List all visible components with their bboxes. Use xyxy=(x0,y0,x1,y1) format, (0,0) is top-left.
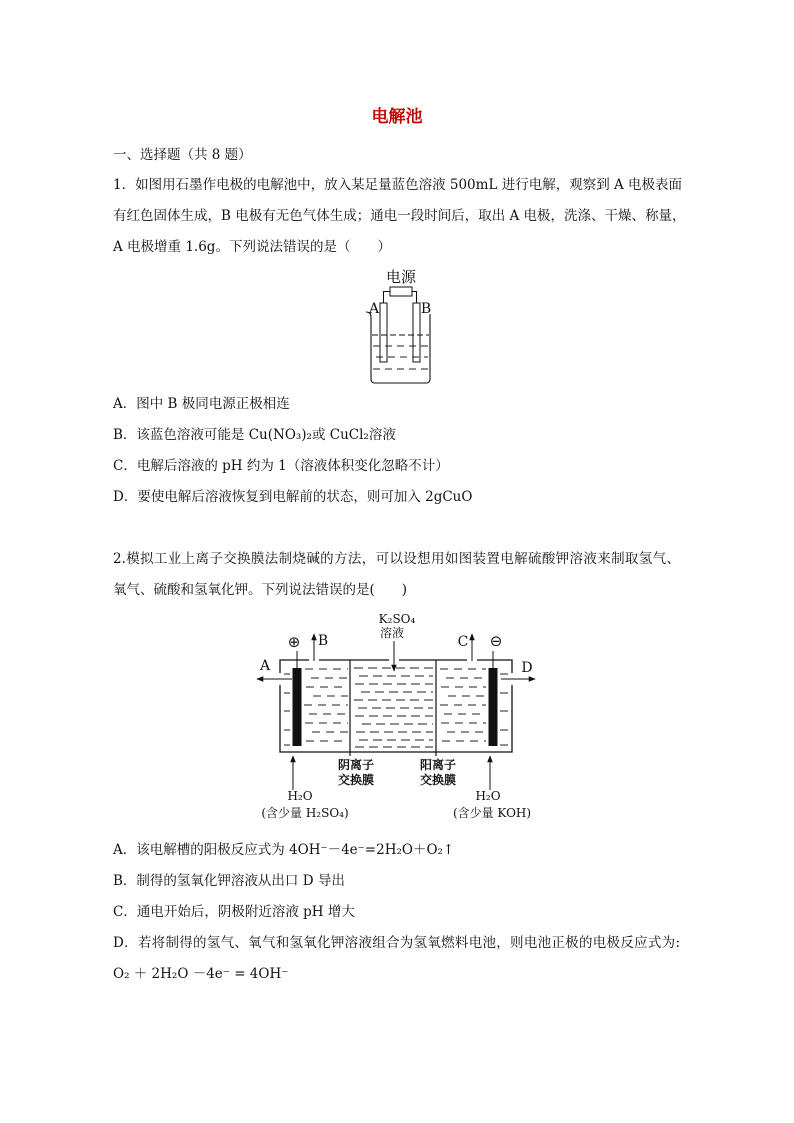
question-2-option-a: A．该电解槽的阳极反应式为 4OH⁻－4e⁻=2H₂O＋O₂↑ xyxy=(113,842,455,858)
solution-cathode-chamber xyxy=(440,669,509,745)
negative-terminal-icon: ⊖ xyxy=(489,632,503,650)
power-source-symbol xyxy=(390,287,412,296)
question-1-options xyxy=(113,389,680,513)
port-c-label: C xyxy=(457,634,469,650)
water-inlet-left-note: (含少量 H₂SO₄) xyxy=(261,806,349,820)
question-1-option-b: B．该蓝色溶液可能是 Cu(NO₃)₂或 CuCl₂溶液 xyxy=(113,427,396,443)
question-2-stem-line: 2.模拟工业上离子交换膜法制烧碱的方法，可以设想用如图装置电解硫酸钾溶液来制取氢气、 xyxy=(113,551,680,567)
question-2-option-b: B．制得的氢氧化钾溶液从出口 D 导出 xyxy=(113,873,345,889)
water-inlet-right-label: H₂O xyxy=(475,789,501,803)
port-d-label: D xyxy=(521,660,533,676)
question-1-stem-line: 有红色固体生成，B 电极有无色气体生成；通电一段时间后，取出 A 电极，洗涤、干燥、称量， xyxy=(113,208,686,224)
anion-membrane-label: 交换膜 xyxy=(337,773,375,787)
cathode-electrode xyxy=(489,668,498,746)
electrolysis-tank xyxy=(280,660,512,752)
question-2-options xyxy=(113,835,680,990)
cation-membrane-label: 阳离子 xyxy=(419,758,457,772)
question-1-stem xyxy=(113,170,686,263)
question-2-option-d: D．若将制得的氢气、氧气和氢氧化钾溶液组合为氢氧燃料电池，则电池正极的电极反应式为: xyxy=(113,935,680,951)
question-2-stem-line: 氧气、硫酸和氢氧化钾。下列说法错误的是( ) xyxy=(113,582,408,598)
question-1-stem-line: A 电极增重 1.6g。下列说法错误的是（ ） xyxy=(113,239,391,255)
anode-electrode xyxy=(293,668,302,746)
electrode-b xyxy=(413,303,420,362)
electrode-a xyxy=(380,303,387,362)
ion-exchange-electrolysis-figure xyxy=(250,605,542,825)
port-b-label: B xyxy=(317,633,329,649)
section-heading: 一、选择题（共 8 题） xyxy=(113,147,252,163)
question-2-stem xyxy=(113,544,680,606)
question-2-option-c: C．通电开始后，阴极附近溶液 pH 增大 xyxy=(113,904,355,920)
question-1-option-d: D．要使电解后溶液恢复到电解前的状态，则可加入 2gCuO xyxy=(113,489,473,505)
anion-membrane-label: 阴离子 xyxy=(337,758,375,772)
electrode-b-label: B xyxy=(420,301,432,317)
positive-terminal-icon: ⊕ xyxy=(287,633,301,651)
water-inlet-left-label: H₂O xyxy=(287,789,313,803)
port-a-label: A xyxy=(259,658,271,674)
electrode-a-label: A xyxy=(368,301,380,317)
water-inlet-right-note: (含少量 KOH) xyxy=(452,806,532,820)
feed-formula-label: K₂SO₄ xyxy=(378,612,416,626)
question-2-option-d-equation: O₂ ＋ 2H₂O －4e⁻ = 4OH⁻ xyxy=(113,966,289,982)
power-source-label: 电源 xyxy=(385,268,417,286)
question-1-option-a: A．图中 B 极同电源正极相连 xyxy=(113,396,290,412)
electrolysis-beaker-figure xyxy=(355,262,440,388)
solution-middle-chamber xyxy=(354,668,433,747)
question-1-option-c: C．电解后溶液的 pH 约为 1（溶液体积变化忽略不计） xyxy=(113,458,449,474)
document-title: 电解池 xyxy=(371,107,423,127)
feed-solution-label: 溶液 xyxy=(379,626,405,640)
section-heading-block xyxy=(113,140,680,171)
question-1-stem-line: 1．如图用石墨作电极的电解池中，放入某足量蓝色溶液 500mL 进行电解，观察到 A 电极表面 xyxy=(113,177,683,193)
cation-membrane-label: 交换膜 xyxy=(419,773,457,787)
